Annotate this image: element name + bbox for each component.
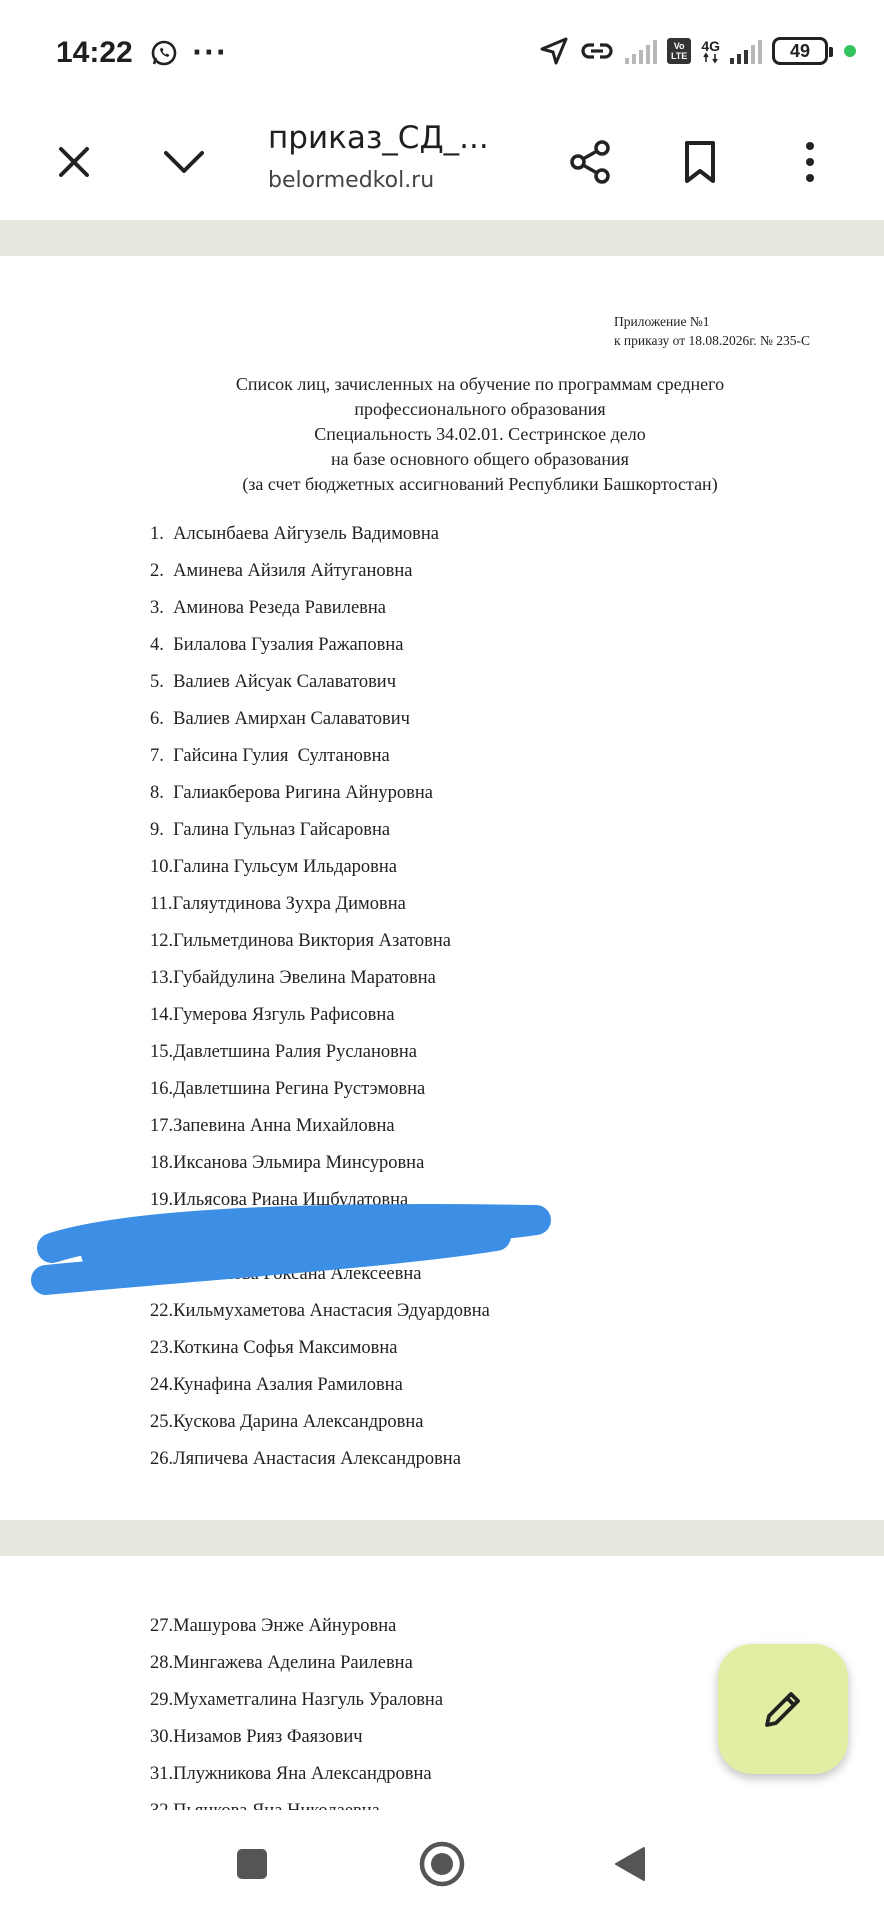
redaction-scribble — [36, 1210, 560, 1292]
share-icon — [566, 138, 614, 186]
network-type-label: 4G — [701, 38, 720, 54]
status-bar — [0, 0, 884, 110]
back-button[interactable] — [600, 1834, 660, 1894]
list-item: 7. Гайсина Гулия Султановна — [150, 746, 390, 766]
edit-pencil-icon — [759, 1685, 807, 1733]
volte-icon: Vo LTE — [667, 38, 691, 64]
list-item: 6. Валиев Амирхан Салаватович — [150, 709, 410, 729]
list-item: 26.Ляпичева Анастасия Александровна — [150, 1449, 461, 1469]
privacy-indicator-dot — [844, 45, 856, 57]
list-item: 19.Ильясова Риана Ишбулатовна — [150, 1190, 409, 1210]
hotspot-link-icon — [579, 36, 615, 66]
list-item: 31.Плужникова Яна Александровна — [150, 1764, 432, 1784]
heading-line: Специальность 34.02.01. Сестринское дело — [314, 424, 646, 444]
heading-line: (за счет бюджетных ассигнований Республики Башкортостан) — [242, 474, 718, 494]
home-circle-icon — [418, 1840, 466, 1888]
list-item: 5. Валиев Айсуак Салаватович — [150, 672, 397, 692]
status-time: 14:22 — [56, 36, 133, 69]
list-item: 11.Галяутдинова Зухра Димовна — [150, 894, 406, 914]
edit-fab-button[interactable] — [718, 1644, 848, 1774]
battery-level: 49 — [789, 40, 811, 61]
system-status-icons — [539, 36, 856, 66]
list-item: 10.Галина Гульсум Ильдаровна — [150, 857, 398, 877]
list-item: 23.Коткина Софья Максимовна — [150, 1338, 398, 1358]
list-item: 24.Кунафина Азалия Рамиловна — [150, 1375, 403, 1395]
page-separator — [0, 220, 884, 256]
list-item: 14.Гумерова Язгуль Рафисовна — [150, 1005, 395, 1025]
more-options-button[interactable] — [778, 130, 842, 194]
heading-line: профессионального образования — [354, 399, 606, 419]
appendix-line-2: к приказу от 18.08.2026г. № 235-С — [614, 333, 811, 348]
document-page-1[interactable] — [0, 256, 884, 1520]
list-item: 8. Галиакберова Ригина Айнуровна — [150, 783, 433, 803]
student-list-page-2 — [150, 1608, 443, 1830]
location-arrow-icon — [539, 36, 569, 66]
battery-icon — [772, 37, 828, 65]
list-item: 1. Алсынбаева Айгузель Вадимовна — [150, 524, 439, 544]
list-item: 2. Аминева Айзиля Айтугановна — [150, 561, 413, 581]
list-item: 15.Давлетшина Ралия Руслановна — [150, 1042, 417, 1062]
list-item: 27.Машурова Энже Айнуровна — [150, 1616, 397, 1636]
signal-strength-1-icon — [625, 38, 657, 64]
back-triangle-icon — [612, 1845, 648, 1883]
list-item: 18.Иксанова Эльмира Минсуровна — [150, 1153, 425, 1173]
list-item: 17.Запевина Анна Михайловна — [150, 1116, 395, 1136]
list-item: 12.Гильметдинова Виктория Азатовна — [150, 931, 451, 951]
close-button[interactable] — [42, 130, 106, 194]
student-list-page-1 — [150, 516, 490, 1478]
signal-strength-2-icon — [730, 38, 762, 64]
list-item: 22.Кильмухаметова Анастасия Эдуардовна — [150, 1301, 490, 1321]
more-vertical-icon — [802, 140, 818, 184]
list-item: 20.Имангулова Диа — [150, 1227, 303, 1247]
share-button[interactable] — [558, 130, 622, 194]
appendix-note — [614, 312, 854, 350]
page-separator — [0, 1520, 884, 1556]
viewer-top-bar — [0, 110, 884, 220]
notification-icons — [150, 38, 228, 68]
list-item: 25.Кускова Дарина Александровна — [150, 1412, 424, 1432]
home-button[interactable] — [412, 1834, 472, 1894]
bookmark-icon — [680, 139, 720, 185]
list-item: 28.Мингажева Аделина Раилевна — [150, 1653, 413, 1673]
heading-line: на базе основного общего образования — [331, 449, 629, 469]
collapse-button[interactable] — [152, 130, 216, 194]
list-item: 29.Мухаметгалина Назгуль Ураловна — [150, 1690, 444, 1710]
bookmark-button[interactable] — [668, 130, 732, 194]
chevron-down-icon — [162, 147, 206, 177]
appendix-line-1: Приложение №1 — [614, 314, 710, 329]
document-title: приказ_СД_... — [268, 120, 489, 156]
recents-button[interactable] — [222, 1834, 282, 1894]
network-type-icon — [701, 39, 720, 63]
close-icon — [56, 144, 92, 180]
list-item: 9. Галина Гульназ Гайсаровна — [150, 820, 391, 840]
list-item: 4. Билалова Гузалия Ражаповна — [150, 635, 404, 655]
system-nav-bar — [0, 1810, 884, 1920]
document-source: belormedkol.ru — [268, 168, 435, 193]
more-notifications-icon: ··· — [192, 38, 228, 68]
recents-square-icon — [235, 1847, 269, 1881]
document-heading — [120, 372, 840, 497]
list-item: 21. анова Роксана Алексеевна — [150, 1264, 422, 1284]
list-item: 16.Давлетшина Регина Рустэмовна — [150, 1079, 426, 1099]
list-item: 30.Низамов Рияз Фаязович — [150, 1727, 363, 1747]
list-item: 13.Губайдулина Эвелина Маратовна — [150, 968, 436, 988]
heading-line: Список лиц, зачисленных на обучение по программам среднего — [235, 374, 725, 394]
whatsapp-icon — [150, 39, 178, 67]
list-item: 3. Аминова Резеда Равилевна — [150, 598, 387, 618]
